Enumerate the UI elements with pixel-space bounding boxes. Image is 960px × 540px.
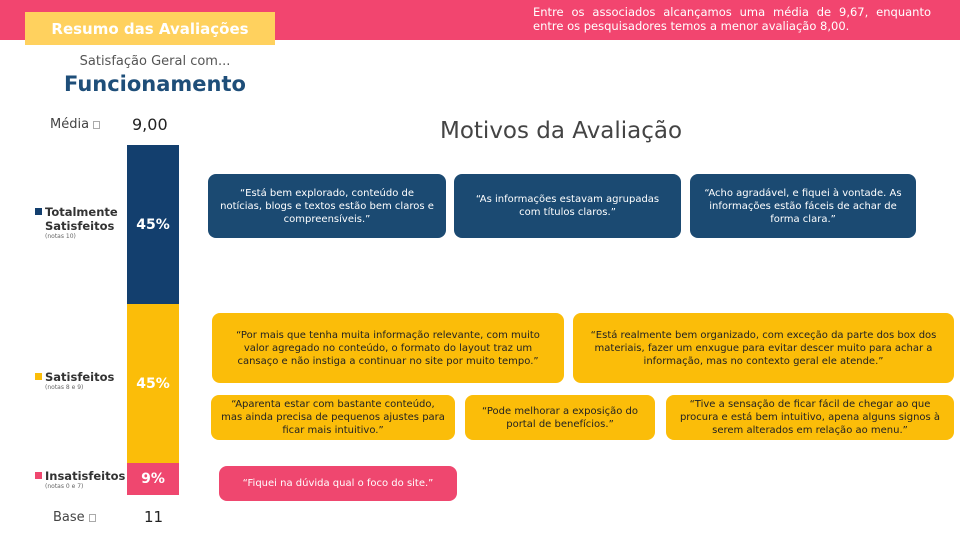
bar-segment-totalmente	[127, 145, 179, 304]
title-tab	[25, 12, 275, 45]
quote-card: “Por mais que tenha muita informação relevante, com muito valor agregado no conteúdo, o formato do layout traz um cansaço e não instiga a continuar no site por muito tempo.”	[212, 313, 564, 383]
legend-insatisfeitos	[35, 469, 125, 490]
bar-segment-satisfeitos	[127, 304, 179, 463]
base-value: 11	[144, 508, 164, 526]
legend-swatch	[35, 472, 42, 479]
header-note: Entre os associados alcançamos uma média de 9,67, enquanto entre os pesquisadores temos a menor avaliação 8,00.	[533, 5, 931, 33]
legend-note: (notas 0 e 7)	[45, 483, 84, 490]
media-value: 9,00	[132, 115, 168, 134]
media-label: Média	[50, 117, 90, 132]
legend-satisfeitos	[35, 370, 114, 391]
section-subtitle: Satisfação Geral com...	[79, 54, 231, 69]
base-label-wrap	[53, 510, 96, 525]
quote-card: “Acho agradável, e fiquei à vontade. As informações estão fáceis de achar de forma clara.”	[690, 174, 916, 238]
legend-note: (notas 8 e 9)	[45, 384, 84, 391]
legend-name: Satisfeitos	[45, 370, 115, 384]
info-icon	[89, 514, 96, 522]
legend-name: Insatisfeitos	[45, 469, 126, 483]
data-label-insatisfeitos: 9%	[141, 471, 165, 487]
legend-totalmente	[35, 205, 130, 240]
stacked-bar	[127, 145, 179, 495]
legend-swatch	[35, 373, 42, 380]
motivos-title: Motivos da Avaliação	[440, 118, 683, 144]
legend-swatch	[35, 208, 42, 215]
section-title: Funcionamento	[64, 72, 246, 96]
quote-card: “Aparenta estar com bastante conteúdo, mas ainda precisa de pequenos ajustes para ficar mais intuitivo.”	[211, 395, 455, 440]
quote-card: “Tive a sensação de ficar fácil de chegar ao que procura e está bem intuitivo, apena alguns signos à serem alterados em relação ao menu.”	[666, 395, 954, 440]
legend-note: (notas 10)	[45, 233, 76, 240]
quote-card: “As informações estavam agrupadas com títulos claros.”	[454, 174, 681, 238]
data-label-totalmente: 45%	[136, 216, 170, 233]
bar-segment-insatisfeitos	[127, 463, 179, 495]
legend-name: Totalmente Satisfeitos	[45, 205, 118, 233]
media-label-wrap	[50, 117, 100, 132]
quote-card: “Está bem explorado, conteúdo de notícias, blogs e textos estão bem claros e compreensíveis.”	[208, 174, 446, 238]
page-title: Resumo das Avaliações	[51, 19, 249, 38]
quote-card: “Está realmente bem organizado, com exceção da parte dos box dos materiais, fazer um enxugue para evitar descer muito para achar a informação, mas no contexto geral ele atende.”	[573, 313, 954, 383]
base-label: Base	[53, 510, 85, 525]
quote-card: “Fiquei na dúvida qual o foco do site.”	[219, 466, 457, 501]
quote-card: “Pode melhorar a exposição do portal de benefícios.”	[465, 395, 655, 440]
data-label-satisfeitos: 45%	[136, 375, 170, 392]
info-icon	[93, 121, 100, 129]
